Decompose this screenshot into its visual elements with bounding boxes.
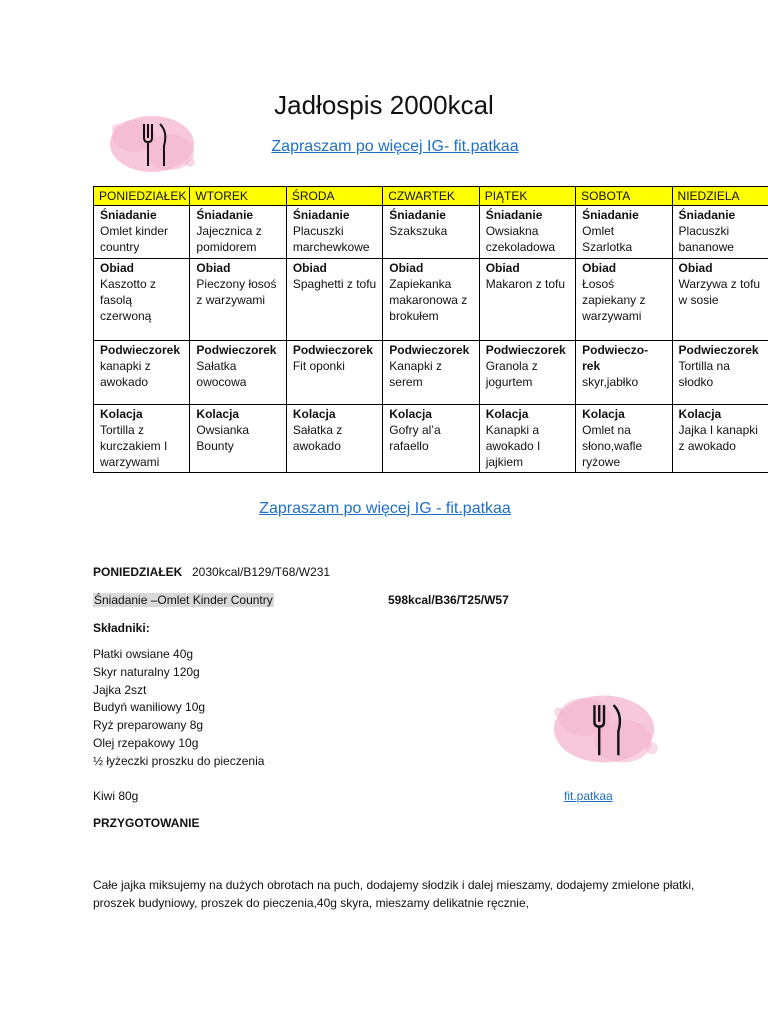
ingredients-label: Składniki: <box>93 621 150 635</box>
meal-item: Kanapki z serem <box>389 358 442 390</box>
table-cell <box>479 340 575 404</box>
table-cell <box>190 340 286 404</box>
day-header: SOBOTA <box>576 187 672 206</box>
table-row <box>94 404 768 473</box>
meal-item: Fit oponki <box>292 358 345 373</box>
meal-item: Omlet Szarlotka <box>582 224 633 255</box>
fork-knife-icon <box>546 686 662 772</box>
table-row <box>94 206 768 259</box>
table-cell <box>576 340 672 404</box>
table-cell <box>576 258 672 340</box>
day-heading: PONIEDZIAŁEK <box>93 565 183 579</box>
meal-item: Owsianka Bounty <box>196 422 250 454</box>
meal-label: Podwieczorek <box>196 342 277 357</box>
table-cell <box>94 258 190 340</box>
meal-item: skyr,jabłko <box>582 375 639 390</box>
table-row <box>94 258 768 340</box>
table-cell <box>479 206 575 259</box>
table-row <box>94 340 768 404</box>
meal-item: Spaghetti z tofu <box>292 276 377 291</box>
table-cell <box>383 340 479 404</box>
meal-label: Podwieczorek <box>292 342 373 357</box>
table-cell <box>94 340 190 404</box>
instagram-handle-link[interactable]: fit.patkaa <box>564 789 613 803</box>
meal-label: Śniadanie <box>582 208 639 222</box>
meal-item: Placuszki bananowe <box>678 224 734 255</box>
table-cell <box>94 206 190 259</box>
table-cell <box>383 206 479 259</box>
table-cell <box>286 258 382 340</box>
table-cell <box>672 404 768 473</box>
table-cell <box>286 340 382 404</box>
table-cell <box>576 206 672 259</box>
meal-title: Śniadanie –Omlet Kinder Country <box>94 593 273 607</box>
list-item: ½ łyżeczki proszku do pieczenia <box>93 753 265 768</box>
day-header: WTOREK <box>190 187 286 206</box>
table-cell <box>672 206 768 259</box>
meal-label: Śniadanie <box>196 208 254 222</box>
meal-item: Jajka I kanapki z awokado <box>678 422 758 454</box>
meal-item: Łosoś zapiekany z warzywami <box>582 276 646 324</box>
table-cell <box>672 258 768 340</box>
meal-label: Kolacja <box>389 406 432 421</box>
meal-label: Obiad <box>582 260 617 275</box>
instagram-link-top[interactable]: Zapraszam po więcej IG- fit.patkaa <box>271 138 519 155</box>
meal-label: Obiad <box>292 260 327 275</box>
meal-item: Tortilla na słodko <box>678 358 730 390</box>
meal-item: Szakszuka <box>389 224 448 239</box>
table-cell <box>383 404 479 473</box>
meal-label: Śniadanie <box>678 208 736 222</box>
meal-label: Podwieczo-rek <box>582 342 649 373</box>
list-item: Płatki owsiane 40g <box>93 647 194 661</box>
meal-plan-table <box>93 186 768 473</box>
day-header: NIEDZIELA <box>672 187 768 206</box>
meal-macros: 598kcal/B36/T25/W57 <box>388 593 509 607</box>
meal-label: Obiad <box>100 260 135 275</box>
meal-item: Jajecznica z pomidorem <box>196 224 262 255</box>
meal-label: Kolacja <box>196 406 240 421</box>
page-title: Jadłospis 2000kcal <box>274 90 494 120</box>
list-item: Budyń waniliowy 10g <box>93 700 206 715</box>
meal-label: Śniadanie <box>389 208 446 222</box>
meal-item: Tortilla z kurczakiem I warzywami <box>100 422 168 470</box>
meal-label: Kolacja <box>678 406 722 421</box>
meal-item: Kanapki a awokado I jajkiem <box>485 422 541 470</box>
meal-item: Omlet na słono,wafle ryżowe <box>582 422 643 470</box>
list-item: Skyr naturalny 120g <box>93 664 200 679</box>
meal-label: Kolacja <box>292 406 336 421</box>
meal-item: Sałatka owocowa <box>196 358 247 390</box>
meal-item: Zapiekanka makaronowa z brokułem <box>389 276 468 324</box>
table-cell <box>190 258 286 340</box>
meal-item: Owsiakna czekoladowa <box>485 224 556 255</box>
meal-label: Obiad <box>196 260 231 275</box>
table-header-row <box>94 187 768 206</box>
fork-knife-icon <box>104 108 200 180</box>
meal-label: Kolacja <box>100 406 143 421</box>
day-header: ŚRODA <box>286 187 382 206</box>
day-header: PONIEDZIAŁEK <box>94 187 190 206</box>
meal-item: Sałatka z awokado <box>292 422 343 454</box>
meal-label: Obiad <box>678 260 713 275</box>
meal-item: Makaron z tofu <box>485 276 566 291</box>
table-cell <box>383 258 479 340</box>
meal-label: Podwieczorek <box>485 342 566 357</box>
preparation-label: PRZYGOTOWANIE <box>93 816 200 830</box>
instagram-link-middle[interactable]: Zapraszam po więcej IG - fit.patkaa <box>259 500 511 517</box>
meal-label: Śniadanie <box>485 208 543 222</box>
meal-label: Śniadanie <box>100 208 157 222</box>
day-macros: 2030kcal/B129/T68/W231 <box>192 565 331 579</box>
meal-label: Obiad <box>389 260 424 275</box>
meal-label: Obiad <box>485 260 520 275</box>
day-header: CZWARTEK <box>383 187 479 206</box>
list-item: Ryż preparowany 8g <box>93 718 204 733</box>
preparation-text: Całe jajka miksujemy na dużych obrotach na puch, dodajemy słodzik i dalej mieszamy, dodajemy zmielone płatki, proszek budyniowy, proszek do pieczenia,40g skyra, mieszamy delikatnie ręcznie, <box>93 878 695 910</box>
table-cell <box>479 258 575 340</box>
meal-label: Kolacja <box>582 406 625 421</box>
table-cell <box>672 340 768 404</box>
meal-label: Kolacja <box>485 406 529 421</box>
meal-item: Gofry al’a rafaello <box>389 422 441 454</box>
meal-item: Placuszki marchewkowe <box>292 224 370 255</box>
meal-item: Warzywa z tofu w sosie <box>678 276 761 308</box>
table-cell <box>190 206 286 259</box>
meal-item: kanapki z awokado <box>100 358 151 390</box>
meal-label: Podwieczorek <box>389 342 470 357</box>
table-cell <box>576 404 672 473</box>
meal-label: Śniadanie <box>292 208 350 222</box>
extra-item: Kiwi 80g <box>93 789 139 803</box>
meal-label: Podwieczorek <box>100 342 181 357</box>
table-cell <box>479 404 575 473</box>
meal-item: Kaszotto z fasolą czerwoną <box>100 276 157 324</box>
day-header: PIĄTEK <box>479 187 575 206</box>
table-cell <box>94 404 190 473</box>
ingredients-list <box>93 646 264 771</box>
meal-label: Podwieczorek <box>678 342 759 357</box>
meal-item: Omlet kinder country <box>100 224 169 255</box>
meal-item: Pieczony łosoś z warzywami <box>196 276 277 308</box>
table-cell <box>286 404 382 473</box>
list-item: Olej rzepakowy 10g <box>93 735 199 750</box>
table-cell <box>190 404 286 473</box>
meal-item: Granola z jogurtem <box>485 358 538 390</box>
list-item: Jajka 2szt <box>93 682 147 697</box>
table-cell <box>286 206 382 259</box>
